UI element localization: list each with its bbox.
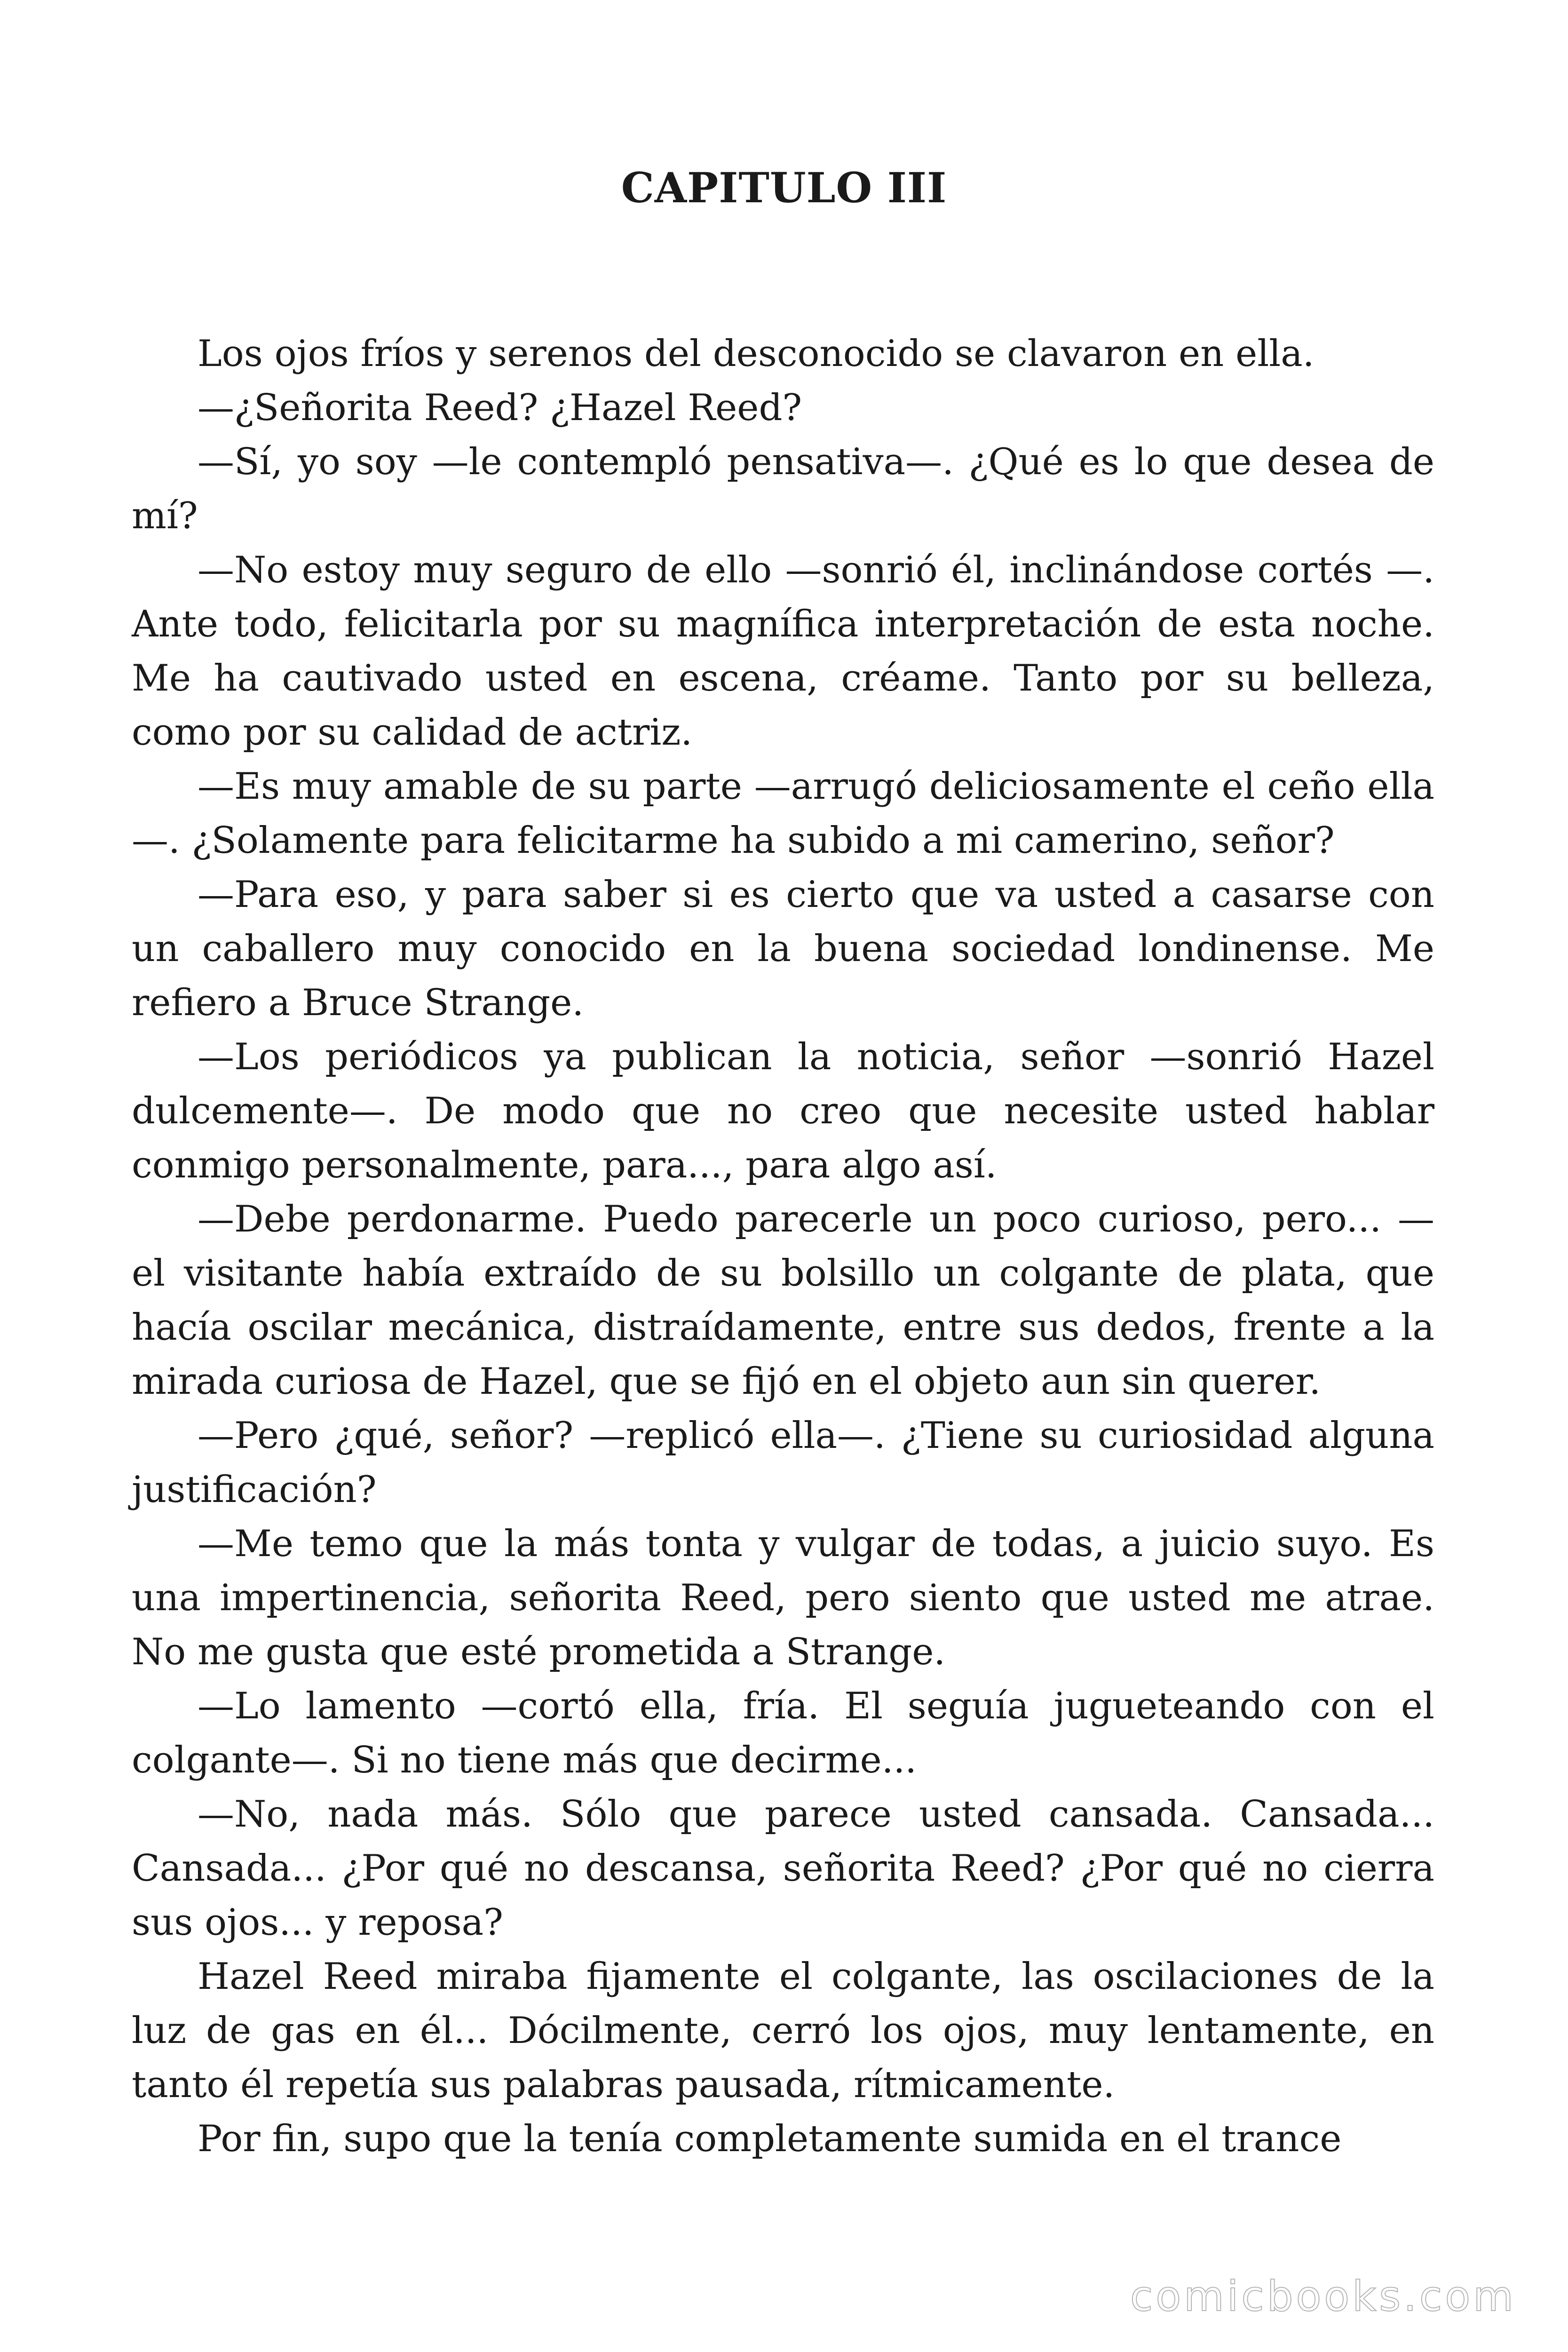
paragraph: Hazel Reed miraba fijamente el colgante, las oscilaciones de la luz de gas en él... Dócilmente, cerró los ojos, muy lentamente, en tanto él repetía sus palabras pausada, rítmicamente.	[132, 1955, 1434, 2106]
body-text	[132, 327, 1434, 2166]
paragraph: Los ojos fríos y serenos del desconocido se clavaron en ella.	[198, 333, 1315, 375]
chapter-title: CAPITULO III	[621, 163, 947, 212]
paragraph: —Para eso, y para saber si es cierto que va usted a casarse con un caballero muy conocido en la buena sociedad londinense. Me refiero a Bruce Strange.	[132, 874, 1434, 1024]
paragraph: —Lo lamento —cortó ella, fría. El seguía jugueteando con el colgante—. Si no tiene más que decirme...	[132, 1685, 1434, 1781]
paragraph: —Sí, yo soy —le contempló pensativa—. ¿Qué es lo que desea de mí?	[132, 441, 1434, 537]
paragraph: —¿Señorita Reed? ¿Hazel Reed?	[198, 387, 802, 429]
paragraph: —No, nada más. Sólo que parece usted cansada. Cansada... Cansada... ¿Por qué no descansa, señorita Reed? ¿Por qué no cierra sus ojos... y reposa?	[132, 1793, 1434, 1944]
paragraph: —Pero ¿qué, señor? —replicó ella—. ¿Tiene su curiosidad alguna justificación?	[132, 1414, 1434, 1511]
paragraph: —No estoy muy seguro de ello —sonrió él, inclinándose cortés —. Ante todo, felicitarla por su magnífica interpretación de esta noche. Me ha cautivado usted en escena, créame. Tanto por su belleza, como por su calidad de actriz.	[132, 549, 1434, 754]
paragraph: —Es muy amable de su parte —arrugó deliciosamente el ceño ella—. ¿Solamente para felicitarme ha subido a mi camerino, señor?	[132, 765, 1434, 862]
paragraph: —Los periódicos ya publican la noticia, señor —sonrió Hazel dulcemente—. De modo que no creo que necesite usted hablar conmigo personalmente, para..., para algo así.	[132, 1036, 1434, 1186]
paragraph: —Debe perdonarme. Puedo parecerle un poco curioso, pero... — el visitante había extraído de su bolsillo un colgante de plata, que hacía oscilar mecánica, distraídamente, entre sus dedos, frente a la mirada curiosa de Hazel, que se fijó en el objeto aun sin querer.	[132, 1198, 1434, 1403]
paragraph: Por fin, supo que la tenía completamente sumida en el trance	[198, 2118, 1342, 2160]
paragraph: —Me temo que la más tonta y vulgar de todas, a juicio suyo. Es una impertinencia, señorita Reed, pero siento que usted me atrae. No me gusta que esté prometida a Strange.	[132, 1523, 1434, 1673]
watermark: comicbooks.com	[1130, 2272, 1516, 2320]
